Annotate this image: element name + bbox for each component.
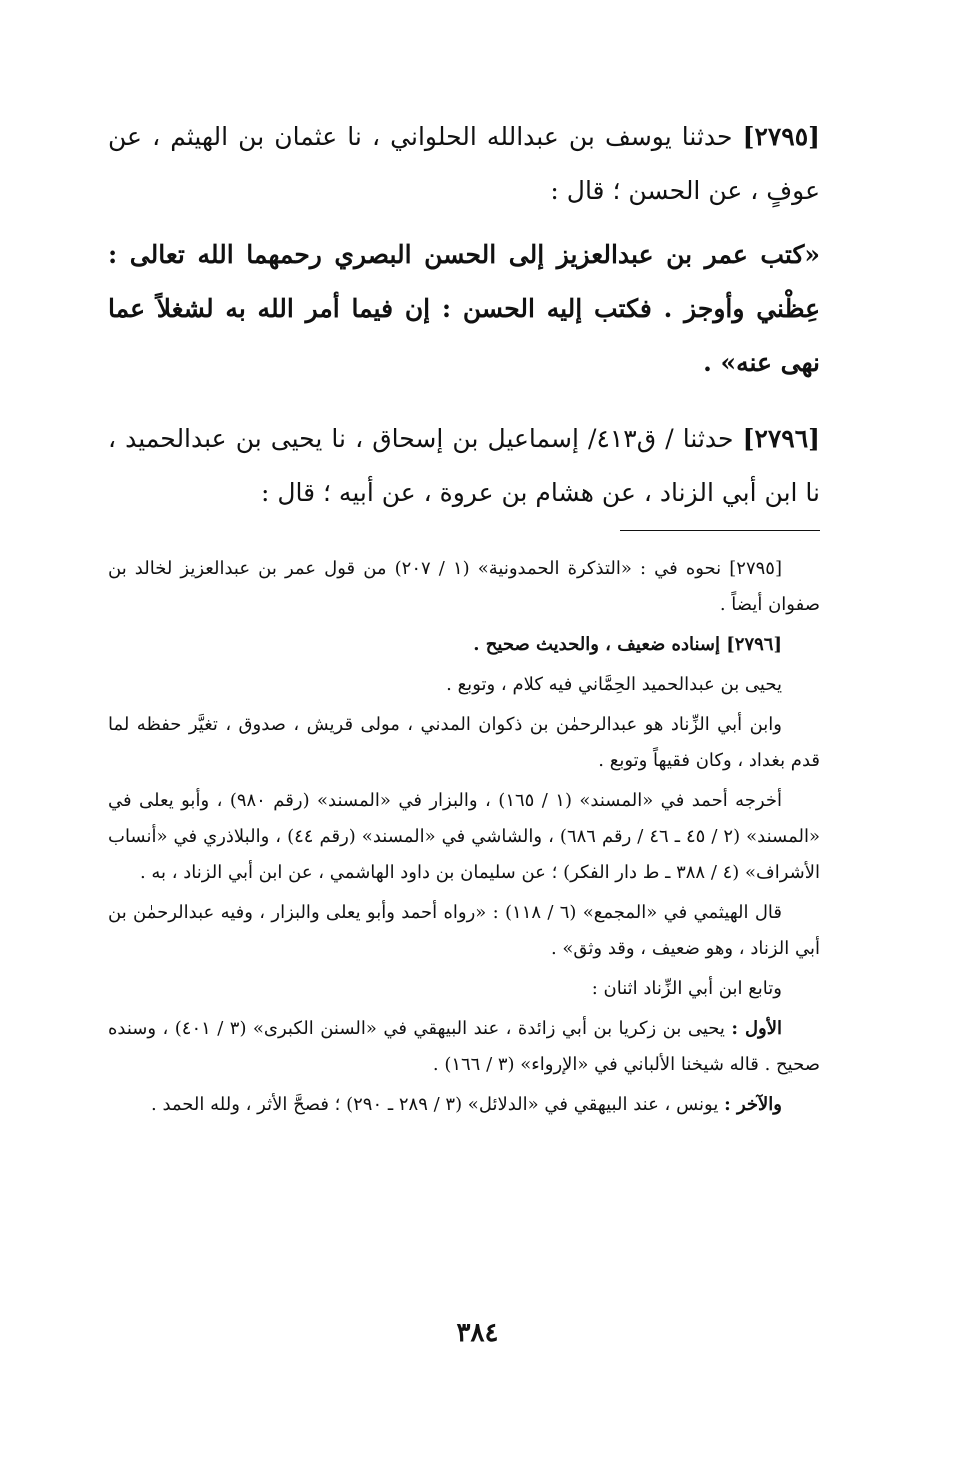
hadith-number: [٢٧٩٦] [742, 424, 821, 453]
hadith-isnad: حدثنا يوسف بن عبدالله الحلواني ، نا عثمان بن الهيثم ، عن عوفٍ ، عن الحسن ؛ قال : [108, 122, 820, 205]
footnote-separator [620, 530, 820, 531]
footnote-line: يحيى بن عبدالحميد الحِمَّاني فيه كلام ، وتوبع . [446, 674, 782, 695]
page-number: ٣٨٤ [456, 1318, 499, 1348]
footnote-line: أخرجه أحمد في «المسند» (١ / ١٦٥) ، والبزار في «المسند» (رقم ٩٨٠) ، وأبو يعلى في «المسند» (٢ / ٤٥ ـ ٤٦ / رقم ٦٨٦) ، والشاشي في «المسند» (رقم ٤٤) ، والبلاذري في «أنساب الأشراف» (٤ / ٣٨٨ ـ ط دار الفكر) ؛ عن سليمان بن داود الهاشمي ، عن ابن أبي الزناد ، به . [108, 790, 820, 883]
footnote-text: يحيى بن زكريا بن أبي زائدة ، عند البيهقي في «السنن الكبرى» (٣ / ٤٠١) ، وسنده صحيح . قاله شيخنا الألباني في «الإرواء» (٣ / ١٦٦) . [108, 1018, 820, 1075]
page-body [108, 110, 820, 1123]
footnote-line: وتابع ابن أبي الزِّناد اثنان : [591, 978, 782, 999]
hadith-2795 [108, 110, 820, 218]
footnote-number: [٢٧٩٥] [729, 558, 782, 579]
hadith-isnad: حدثنا / ق٤١٣/ إسماعيل بن إسحاق ، نا يحيى بن عبدالحميد ، نا ابن أبي الزناد ، عن هشام بن عروة ، عن أبيه ؛ قال : [108, 424, 820, 507]
footnote-2796-heading [108, 627, 820, 663]
footnote-line: قال الهيثمي في «المجمع» (٦ / ١١٨) : «رواه أحمد وأبو يعلى والبزار ، وفيه عبدالرحمٰن بن أبي الزناد ، وهو ضعيف ، وقد وثق» . [108, 902, 820, 959]
footnotes [108, 551, 820, 1123]
footnote-text: نحوه في : «التذكرة الحمدونية» (١ / ٢٠٧) من قول عمر بن عبدالعزيز لخالد بن صفوان أيضاً . [108, 558, 820, 615]
label-second: والآخر : [724, 1094, 782, 1115]
label-first: الأول : [731, 1018, 782, 1039]
hadith-2795-matn: «كتب عمر بن عبدالعزيز إلى الحسن البصري رحمهما الله تعالى : عِظْني وأوجز . فكتب إليه الحسن : إن فيما أمر الله به لشغلاً عما نهى عنه» . [108, 240, 820, 377]
grading: [٢٧٩٦] إسناده ضعيف ، والحديث صحيح . [473, 634, 782, 655]
footnote-line [108, 1087, 820, 1123]
hadith-number: [٢٧٩٥] [742, 122, 820, 151]
hadith-2796 [108, 412, 820, 520]
main-text [108, 110, 820, 520]
footnote-text: يونس ، عند البيهقي في «الدلائل» (٣ / ٢٨٩ ـ ٢٩٠) ؛ فصحَّ الأثر ، ولله الحمد . [151, 1094, 725, 1115]
footnote-line [108, 1011, 820, 1083]
footnote-2795 [108, 551, 820, 623]
footnote-line: وابن أبي الزِّناد هو عبدالرحمٰن بن ذكوان المدني ، مولى قريش ، صدوق ، تغيَّر حفظه لما قدم بغداد ، وكان فقيهاً وتوبع . [108, 714, 820, 771]
